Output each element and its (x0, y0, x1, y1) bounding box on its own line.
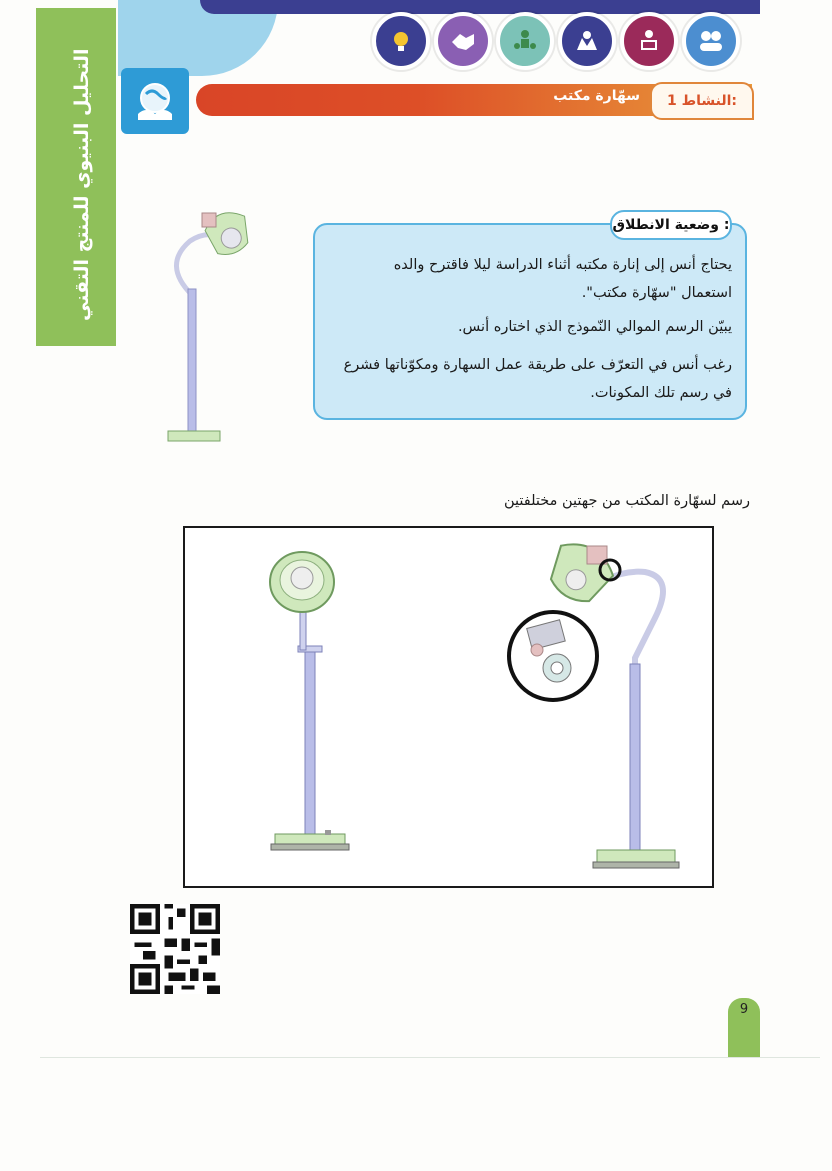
chapter-title: التحليل البنيوي للمنتج التقني (71, 48, 93, 322)
discussion-icon (682, 12, 740, 70)
situation-label: وضعية الانطلاق : (610, 210, 732, 240)
handshake-icon (434, 12, 492, 70)
idea-icon (372, 12, 430, 70)
lamp-two-views (185, 528, 712, 886)
page-number: 9 (728, 998, 760, 1058)
lamp-illustration (160, 205, 260, 445)
page-bottom-line (40, 1057, 820, 1058)
figure-caption: رسم لسهّارة المكتب من جهتين مختلفتين (503, 493, 750, 509)
reading-icon (620, 12, 678, 70)
lamp-side-view (509, 534, 679, 868)
team-icon (496, 12, 554, 70)
qr-code[interactable] (128, 904, 222, 994)
lamp-figure-frame (183, 526, 714, 888)
activity-name: سهّارة مكتب (553, 88, 640, 104)
situation-paragraph: يبيّن الرسم الموالي النّموذج الذي اختاره أنس. (457, 319, 732, 335)
situation-paragraph: رغب أنس في التعرّف على طريقة عمل السهارة ومكوّناتها فشرع في رسم تلك المكونات. (343, 357, 732, 401)
lamp-front-view (270, 552, 349, 850)
situation-paragraph: يحتاج أنس إلى إنارة مكتبه أثناء الدراسة ليلا فاقترح والده استعمال "سهّارة مكتب". (393, 257, 732, 301)
hands-icon (558, 12, 616, 70)
globe-hands-icon (121, 68, 189, 134)
activity-label: النشاط 1: (650, 82, 754, 120)
icon-row (372, 12, 740, 70)
